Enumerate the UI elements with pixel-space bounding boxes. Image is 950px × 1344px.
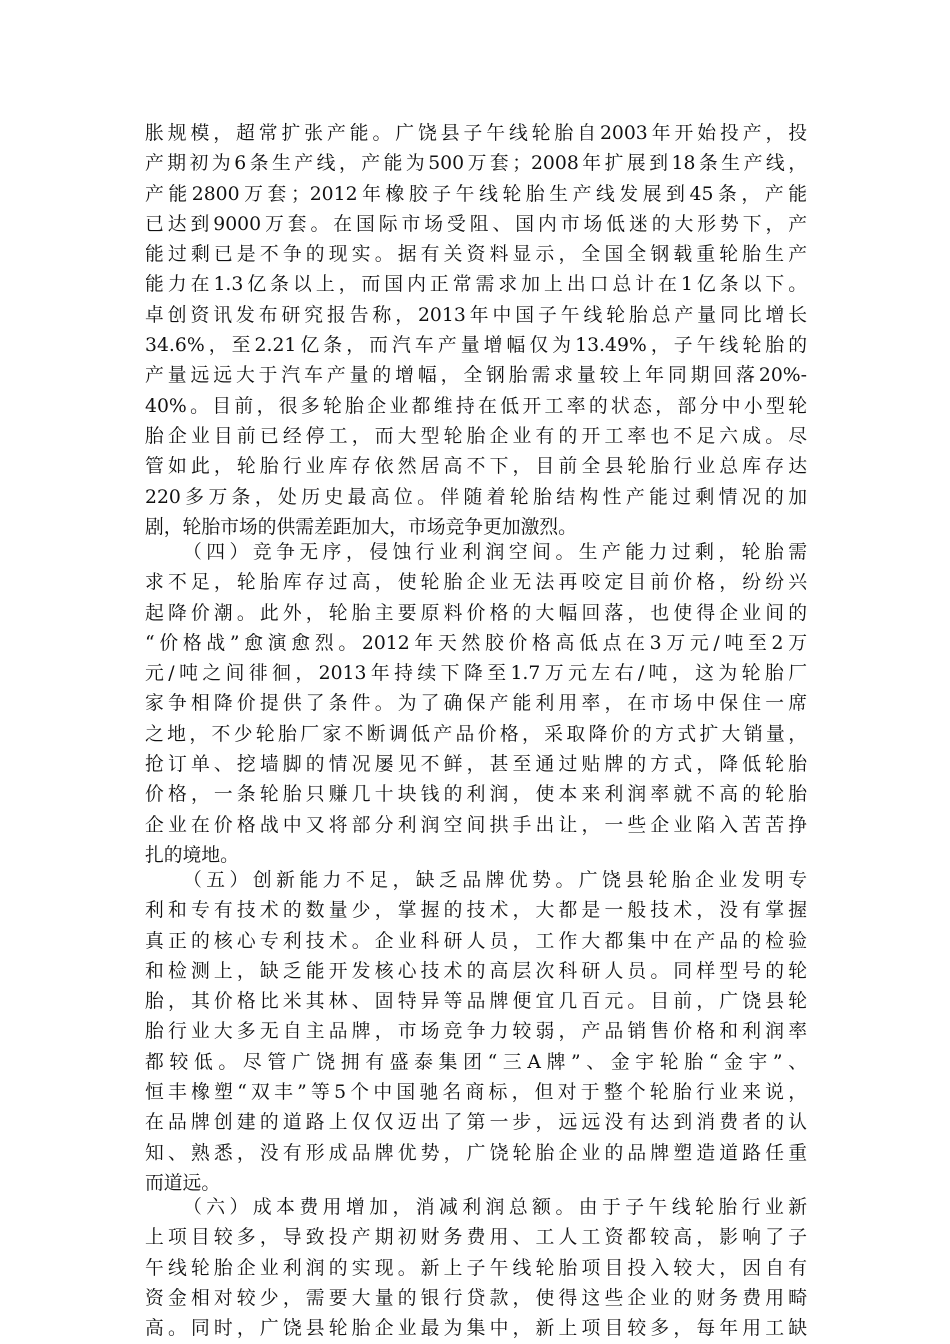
- text-line: 剧，轮胎市场的供需差距加大，市场竞争更加激烈。: [145, 516, 577, 538]
- text-line: 胎，其价格比米其林、固特异等品牌便宜几百元。目前，广饶县轮: [145, 991, 807, 1013]
- text-line: 胎行业大多无自主品牌，市场竞争力较弱，产品销售价格和利润率: [145, 1021, 807, 1043]
- text-line: 知、熟悉，没有形成品牌优势，广饶轮胎企业的品牌塑造道路任重: [145, 1142, 807, 1164]
- text-line: 220多万条，处历史最高位。伴随着轮胎结构性产能过剩情况的加: [145, 486, 807, 508]
- text-line: 利和专有技术的数量少，掌握的技术，大都是一般技术，没有掌握: [145, 900, 807, 922]
- text-line: 能力在1.3亿条以上，而国内正常需求加上出口总计在1亿条以下。: [145, 274, 807, 296]
- text-line: 价格，一条轮胎只赚几十块钱的利润，使本来利润率就不高的轮胎: [145, 784, 807, 806]
- text-line: 在品牌创建的道路上仅仅迈出了第一步，远远没有达到消费者的认: [145, 1112, 807, 1134]
- text-line: 都较低。尽管广饶拥有盛泰集团“三A牌”、金宇轮胎“金宇”、: [145, 1051, 807, 1073]
- text-line: 产能2800万套；2012年橡胶子午线轮胎生产线发展到45条，产能: [145, 183, 807, 205]
- paragraph-disordered-competition: [145, 538, 807, 871]
- text-line: 管如此，轮胎行业库存依然居高不下，目前全县轮胎行业总库存达: [145, 456, 807, 478]
- text-line: 企业在价格战中又将部分利润空间拱手出让，一些企业陷入苦苦挣: [145, 814, 807, 836]
- paragraph-innovation-brand: [145, 866, 807, 1199]
- text-line: 已达到9000万套。在国际市场受阻、国内市场低迷的大形势下，产: [145, 213, 807, 235]
- text-line: 上项目较多，导致投产期初财务费用、工人工资都较高，影响了子: [145, 1227, 807, 1249]
- text-line: 恒丰橡塑“双丰”等5个中国驰名商标，但对于整个轮胎行业来说，: [145, 1082, 807, 1104]
- text-line: 34.6%，至2.21亿条，而汽车产量增幅仅为13.49%，子午线轮胎的: [145, 335, 807, 357]
- text-line: 而道远。: [145, 1172, 221, 1194]
- section-heading-line: （六）成本费用增加，消减利润总额。由于子午线轮胎行业新: [183, 1197, 807, 1218]
- text-line: 产量远远大于汽车产量的增幅，全钢胎需求量较上年同期回落20%-: [145, 365, 807, 387]
- text-line: 真正的核心专利技术。企业科研人员，工作大都集中在产品的检验: [145, 930, 807, 952]
- text-line: 能过剩已是不争的现实。据有关资料显示，全国全钢载重轮胎生产: [145, 244, 807, 266]
- text-line: “价格战”愈演愈烈。2012年天然胶价格高低点在3万元/吨至2万: [145, 632, 807, 654]
- text-line: 起降价潮。此外，轮胎主要原料价格的大幅回落，也使得企业间的: [145, 602, 807, 624]
- text-line: 抢订单、挖墙脚的情况屡见不鲜，甚至通过贴牌的方式，降低轮胎: [145, 754, 807, 776]
- text-line: 求不足，轮胎库存过高，使轮胎企业无法再咬定目前价格，纷纷兴: [145, 572, 807, 594]
- text-line: 40%。目前，很多轮胎企业都维持在低开工率的状态，部分中小型轮: [145, 395, 807, 417]
- section-heading-line: （四）竞争无序，侵蚀行业利润空间。生产能力过剩，轮胎需: [183, 542, 807, 563]
- paragraph-overcapacity: [145, 119, 807, 543]
- text-line: 资金相对较少，需要大量的银行贷款，使得这些企业的财务费用畸: [145, 1287, 807, 1309]
- section-heading-line: （五）创新能力不足，缺乏品牌优势。广饶县轮胎企业发明专: [183, 870, 807, 891]
- text-line: 胎企业目前已经停工，而大型轮胎企业有的开工率也不足六成。尽: [145, 425, 807, 447]
- text-line: 元/吨之间徘徊，2013年持续下降至1.7万元左右/吨，这为轮胎厂: [145, 663, 807, 685]
- text-line: 胀规模，超常扩张产能。广饶县子午线轮胎自2003年开始投产，投: [145, 123, 807, 144]
- text-line: 和检测上，缺乏能开发核心技术的高层次科研人员。同样型号的轮: [145, 960, 807, 982]
- text-line: 之地，不少轮胎厂家不断调低产品价格，采取降价的方式扩大销量，: [145, 723, 807, 745]
- text-line: 卓创资讯发布研究报告称，2013年中国子午线轮胎总产量同比增长: [145, 304, 807, 326]
- paragraph-rising-costs: [145, 1193, 807, 1344]
- text-line: 家争相降价提供了条件。为了确保产能利用率，在市场中保住一席: [145, 693, 807, 715]
- text-line: 高。同时，广饶县轮胎企业最为集中，新上项目较多，每年用工缺: [145, 1318, 807, 1340]
- text-line: 产期初为6条生产线，产能为500万套；2008年扩展到18条生产线，: [145, 153, 807, 175]
- text-line: 午线轮胎企业利润的实现。新上子午线轮胎项目投入较大，因自有: [145, 1257, 807, 1279]
- text-line: 扎的境地。: [145, 844, 239, 866]
